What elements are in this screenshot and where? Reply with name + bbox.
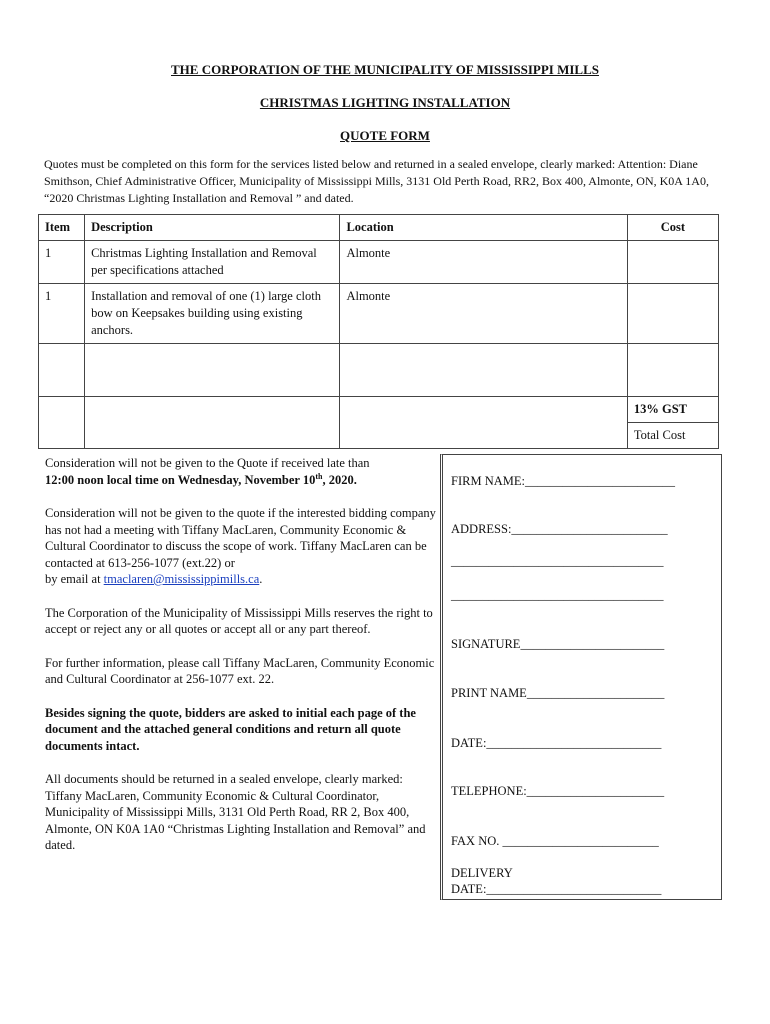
document-title: THE CORPORATION OF THE MUNICIPALITY OF MISSISSIPPI MILLS: [171, 62, 599, 77]
empty-row: [39, 344, 719, 397]
header-cost: Cost: [627, 215, 718, 241]
row-item: 1: [39, 284, 85, 344]
address-line-2[interactable]: __________________________________: [451, 554, 664, 568]
document-subtitle: CHRISTMAS LIGHTING INSTALLATION: [259, 95, 511, 110]
header-location: Location: [340, 215, 627, 241]
table-header-row: [39, 215, 719, 241]
return-instructions-paragraph: All documents should be returned in a sealed envelope, clearly marked: Tiffany MacLaren, Community Economic & Cultural Coordinator, Municipality of Mississippi Mills, 3131 Old Perth Road, RR 2, Box 400, Almonte, ON K0A 1A0 “Christmas Lighting Installation and Removal” and dated.: [45, 772, 426, 852]
intro-instructions: Quotes must be completed on this form for the services listed below and returned in a sealed envelope, clearly marked: Attention: Diane Smithson, Chief Administrative Officer, Municipality of Mississippi Mills, 3131 Old Perth Road, RR2, Box 400, Almonte, ON, K0A 1A0, “2020 Christmas Lighting Installation and Removal ” and dated.: [44, 157, 709, 205]
gst-label: 13% GST: [627, 397, 718, 423]
delivery-date-field[interactable]: DATE:____________________________: [451, 882, 662, 896]
firm-name-field[interactable]: FIRM NAME:________________________: [451, 474, 675, 488]
signature-field[interactable]: SIGNATURE_______________________: [451, 637, 665, 651]
date-field[interactable]: DATE:____________________________: [451, 736, 662, 750]
deadline-date: 12:00 noon local time on Wednesday, November 10th, 2020.: [45, 471, 357, 487]
reserve-rights-paragraph: The Corporation of the Municipality of Mississippi Mills reserves the right to accept or reject any or all quotes or accept all or any part thereof.: [45, 605, 433, 636]
conditions-column: [45, 455, 437, 871]
row-location: Almonte: [340, 241, 627, 284]
empty-cell: [340, 344, 627, 397]
table-row: [39, 284, 719, 344]
print-name-field[interactable]: PRINT NAME______________________: [451, 686, 665, 700]
deadline-text: Consideration will not be given to the Quote if received late than: [45, 456, 370, 470]
fax-field[interactable]: FAX NO. _________________________: [451, 834, 659, 848]
total-cost-label: Total Cost: [627, 423, 718, 449]
row-cost-field[interactable]: [627, 241, 718, 284]
empty-cost-field[interactable]: [627, 344, 718, 397]
telephone-field[interactable]: TELEPHONE:______________________: [451, 784, 665, 798]
row-description: Installation and removal of one (1) large cloth bow on Keepsakes building using existing anchors.: [85, 284, 340, 344]
header-description: Description: [85, 215, 340, 241]
meeting-paragraph: Consideration will not be given to the quote if the interested bidding company has not had a meeting with Tiffany MacLaren, Community Economic & Cultural Coordinator to discuss the scope of work. Tiffany MacLaren can be contacted at 613-256-1077 (ext.22) or by email at tmaclaren@mississippimills.ca.: [45, 506, 436, 586]
deadline-paragraph: [45, 455, 437, 488]
address-line-3[interactable]: __________________________________: [451, 588, 664, 602]
delivery-label: DELIVERY: [451, 866, 513, 880]
row-item: 1: [39, 241, 85, 284]
gst-row: [39, 397, 719, 423]
empty-cell: [85, 397, 340, 449]
row-cost-field[interactable]: [627, 284, 718, 344]
initial-pages-paragraph: Besides signing the quote, bidders are asked to initial each page of the document and the attached general conditions and return all quote documents intact.: [45, 705, 416, 753]
empty-cell: [39, 397, 85, 449]
meeting-text: Consideration will not be given to the quote if the interested bidding company has not had a meeting with Tiffany MacLaren, Community Economic & Cultural Coordinator to discuss the scope of work. Tiffany MacLaren can be contacted at 613-256-1077 (ext.22) or: [45, 506, 436, 570]
empty-cell: [85, 344, 340, 397]
row-description: Christmas Lighting Installation and Removal per specifications attached: [85, 241, 340, 284]
form-title: QUOTE FORM: [340, 128, 430, 143]
address-field[interactable]: ADDRESS:_________________________: [451, 522, 668, 536]
further-info-paragraph: For further information, please call Tiffany MacLaren, Community Economic and Cultural Coordinator at 256-1077 ext. 22.: [45, 655, 435, 686]
row-location: Almonte: [340, 284, 627, 344]
email-link[interactable]: tmaclaren@mississippimills.ca: [103, 572, 260, 586]
empty-cell: [340, 397, 627, 449]
empty-cell: [39, 344, 85, 397]
quote-table: [38, 214, 719, 449]
header-item: Item: [39, 215, 85, 241]
table-row: [39, 241, 719, 284]
bidder-info-box: [440, 454, 722, 900]
